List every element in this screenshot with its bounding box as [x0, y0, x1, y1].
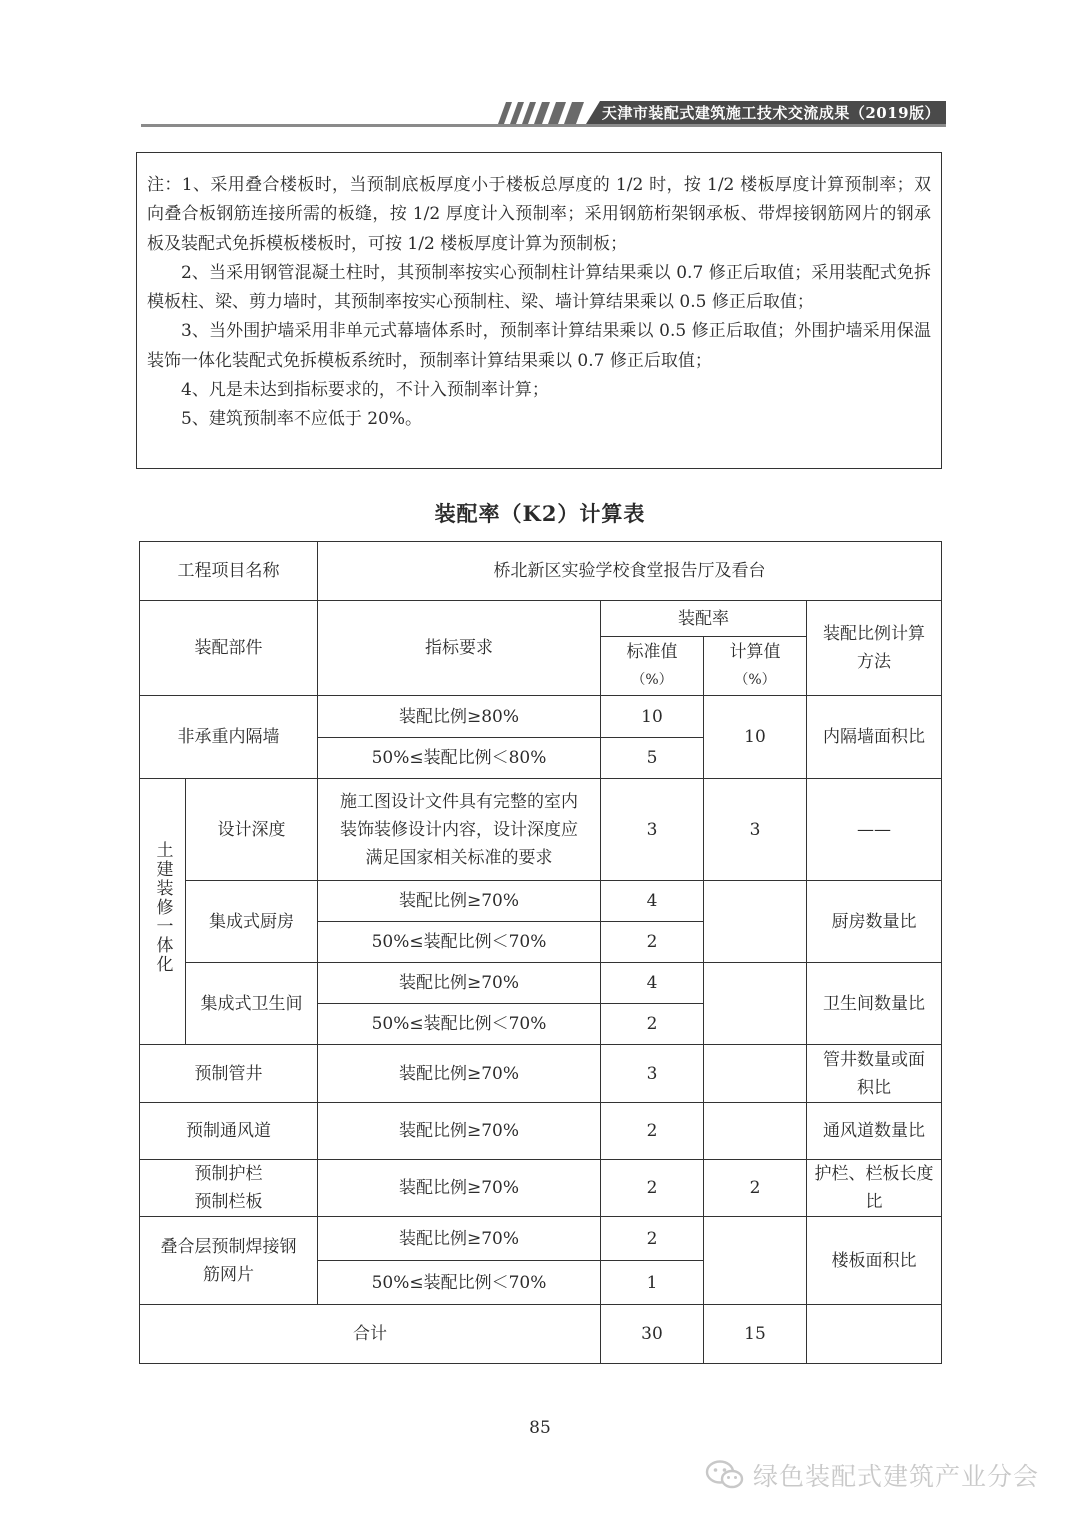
pipe-shaft-name: 预制管井: [140, 1045, 318, 1103]
kitchen-method: 厨房数量比: [807, 881, 942, 963]
partition-req-1: 装配比例≥80%: [318, 696, 601, 738]
table-row: [140, 881, 942, 922]
design-name: 设计深度: [186, 779, 318, 881]
table-title: 装配率（K2）计算表: [434, 501, 646, 526]
header-requirement: 指标要求: [318, 601, 601, 696]
design-req: 施工图设计文件具有完整的室内装饰装修设计内容，设计深度应满足国家相关标准的要求: [318, 779, 601, 881]
bathroom-method: 卫生间数量比: [807, 963, 942, 1045]
note-1: 注：1、采用叠合楼板时，当预制底板厚度小于楼板总厚度的 1/2 时，按 1/2 楼板厚度计算预制率；双向叠合板钢筋连接所需的板缝，按 1/2 厚度计入预制率；采用钢筋桁架钢承板、带焊接钢筋网片的钢承板及装配式免拆模板楼板时，可按 1/2 楼板厚度计算为预制板；: [147, 175, 931, 254]
table-row: [140, 1160, 942, 1217]
partition-calc: 10: [704, 696, 807, 779]
mesh-name: 叠合层预制焊接钢筋网片: [140, 1217, 318, 1305]
kitchen-std-2: 2: [601, 922, 704, 963]
watermark-text: 绿色装配式建筑产业分会: [753, 1462, 1040, 1491]
design-calc: 3: [704, 779, 807, 881]
railing-req: 装配比例≥70%: [318, 1160, 601, 1217]
partition-std-2: 5: [601, 738, 704, 779]
notes-box: [136, 152, 942, 469]
partition-method: 内隔墙面积比: [807, 696, 942, 779]
header-calculated-unit: （%）: [734, 672, 776, 688]
mesh-calc: [704, 1217, 807, 1305]
bathroom-std-2: 2: [601, 1004, 704, 1045]
table-row: [140, 1045, 942, 1103]
bathroom-calc: [704, 963, 807, 1045]
railing-name-line-2: 预制栏板: [194, 1192, 263, 1212]
bathroom-name: 集成式卫生间: [186, 963, 318, 1045]
vent-method: 通风道数量比: [807, 1103, 942, 1160]
vent-req: 装配比例≥70%: [318, 1103, 601, 1160]
table-header-row: [140, 601, 942, 637]
header-title: 天津市装配式建筑施工技术交流成果（2019版）: [601, 104, 941, 122]
table-row: [140, 963, 942, 1004]
total-std: 30: [601, 1305, 704, 1364]
table-row: [140, 779, 942, 881]
table-row: [140, 1103, 942, 1160]
header-component: 装配部件: [140, 601, 318, 696]
kitchen-name: 集成式厨房: [186, 881, 318, 963]
vent-calc: [704, 1103, 807, 1160]
partition-req-2: 50%≤装配比例＜80%: [318, 738, 601, 779]
total-calc: 15: [704, 1305, 807, 1364]
table-row: [140, 696, 942, 738]
header-method: 装配比例计算方法: [807, 601, 942, 696]
note-5: 5、建筑预制率不应低于 20%。: [181, 409, 423, 430]
railing-name-line-1: 预制护栏: [194, 1164, 263, 1184]
page-header: [141, 98, 946, 128]
table-row: [140, 542, 942, 601]
header-rate: 装配率: [601, 601, 807, 637]
mesh-std-1: 2: [601, 1217, 704, 1261]
header-standard: [601, 637, 704, 696]
bathroom-std-1: 4: [601, 963, 704, 1004]
watermark: [705, 1455, 1039, 1495]
pipe-shaft-calc: [704, 1045, 807, 1103]
note-2: 2、当采用钢管混凝土柱时，其预制率按实心预制柱计算结果乘以 0.7 修正后取值；采用装配式免拆模板柱、梁、剪力墙时，其预制率按实心预制柱、梁、墙计算结果乘以 0.5 修正后取值；: [147, 262, 931, 313]
design-std: 3: [601, 779, 704, 881]
table-row: [140, 1217, 942, 1261]
page-number: 85: [529, 1418, 551, 1438]
header-calculated-label: 计算值: [729, 642, 781, 662]
kitchen-calc: [704, 881, 807, 963]
mesh-std-2: 1: [601, 1261, 704, 1305]
bathroom-req-1: 装配比例≥70%: [318, 963, 601, 1004]
mesh-req-1: 装配比例≥70%: [318, 1217, 601, 1261]
table-total-row: [140, 1305, 942, 1364]
design-method: ——: [807, 779, 942, 881]
k2-calculation-table: [139, 541, 942, 1364]
vent-std: 2: [601, 1103, 704, 1160]
mesh-req-2: 50%≤装配比例＜70%: [318, 1261, 601, 1305]
note-3: 3、当外围护墙采用非单元式幕墙体系时，预制率计算结果乘以 0.5 修正后取值；外围护墙采用保温装饰一体化装配式免拆模板系统时，预制率计算结果乘以 0.7 修正后取值；: [147, 321, 931, 371]
kitchen-req-2: 50%≤装配比例＜70%: [318, 922, 601, 963]
project-name: 桥北新区实验学校食堂报告厅及看台: [318, 542, 942, 601]
vent-name: 预制通风道: [140, 1103, 318, 1160]
railing-method: 护栏、栏板长度比: [807, 1160, 942, 1217]
note-4: 4、凡是未达到指标要求的，不计入预制率计算；: [181, 380, 549, 401]
header-standard-unit: （%）: [631, 672, 673, 688]
header-rule: [141, 124, 946, 127]
project-label: 工程项目名称: [140, 542, 318, 601]
kitchen-std-1: 4: [601, 881, 704, 922]
integration-group-label: [140, 779, 186, 1045]
bathroom-req-2: 50%≤装配比例＜70%: [318, 1004, 601, 1045]
mesh-method: 楼板面积比: [807, 1217, 942, 1305]
wechat-icon: [705, 1459, 745, 1491]
railing-calc: 2: [704, 1160, 807, 1217]
kitchen-req-1: 装配比例≥70%: [318, 881, 601, 922]
total-method: [807, 1305, 942, 1364]
header-standard-label: 标准值: [626, 642, 678, 662]
header-calculated: [704, 637, 807, 696]
railing-name: [140, 1160, 318, 1217]
integration-group-text: 土建装修一体化: [152, 840, 173, 974]
partition-std-1: 10: [601, 696, 704, 738]
pipe-shaft-std: 3: [601, 1045, 704, 1103]
total-label: 合计: [140, 1305, 601, 1364]
railing-std: 2: [601, 1160, 704, 1217]
pipe-shaft-method: 管井数量或面积比: [807, 1045, 942, 1103]
pipe-shaft-req: 装配比例≥70%: [318, 1045, 601, 1103]
partition-name: 非承重内隔墙: [140, 696, 318, 779]
